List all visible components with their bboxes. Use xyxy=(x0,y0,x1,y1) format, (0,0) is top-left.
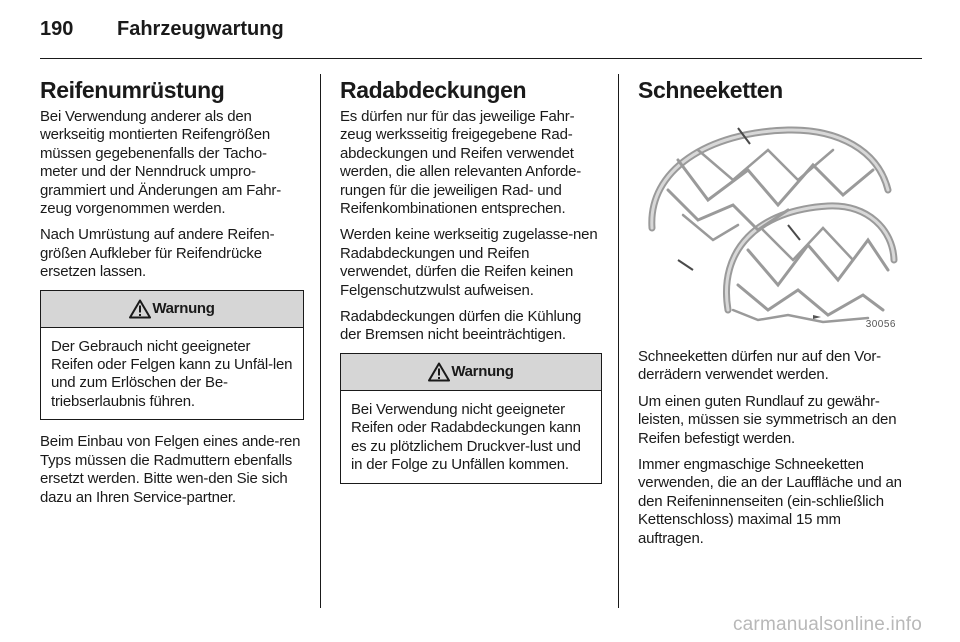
warning-text: Bei Verwendung nicht geeigneter Reifen oder Radabdeckungen kann es zu plötzlichem Druckver-lust und in der Folge zu Unfällen kommen. xyxy=(351,400,581,474)
column-schneeketten xyxy=(638,76,902,556)
paragraph: Es dürfen nur für das jeweilige Fahr-zeug werksseitig freigegebene Rad-abdeckungen und Reifen verwendet werden, die allen relevanten Anforde-rungen für die jeweiligen Rad- und Reifenkombinationen entsprechen. xyxy=(340,108,582,218)
column-divider-2 xyxy=(618,74,619,608)
figure-code: 30056 xyxy=(865,319,896,330)
snow-chain-illustration xyxy=(638,110,900,332)
paragraph: Werden keine werkseitig zugelasse-nen Radabdeckungen und Reifen verwendet, dürfen die Reifen keinen Felgenschutzwulst aufweisen. xyxy=(340,226,598,299)
paragraph: Immer engmaschige Schneeketten verwenden, die an der Lauffläche und an den Reifeninnenseiten (ein-schließlich Kettenschloss) maximal 15 mm auftragen. xyxy=(638,456,902,547)
warning-triangle-icon xyxy=(129,299,151,319)
warning-label: Warnung xyxy=(451,363,514,381)
watermark: carmanualsonline.info xyxy=(732,614,922,635)
warning-box xyxy=(40,290,304,421)
paragraph: Beim Einbau von Felgen eines ande-ren Typs müssen die Radmuttern ebenfalls ersetzt werden. Bitte wen-den Sie sich dazu an Ihren Service-partner. xyxy=(40,433,301,506)
chapter-title: Fahrzeugwartung xyxy=(117,18,284,40)
warning-header xyxy=(41,291,303,328)
paragraph: Um einen guten Rundlauf zu gewähr-leisten, müssen sie symmetrisch an den Reifen befestigt werden. xyxy=(638,392,897,447)
warning-box xyxy=(340,353,602,484)
warning-body xyxy=(341,391,601,483)
warning-text: Der Gebrauch nicht geeigneter Reifen oder Felgen kann zu Unfäl-len und zum Erlöschen der Be-triebserlaubnis führen. xyxy=(51,337,293,410)
warning-header xyxy=(341,354,601,391)
header-divider xyxy=(40,58,922,59)
column-radabdeckungen xyxy=(340,76,602,497)
warning-body xyxy=(41,328,303,420)
section-heading: Radabdeckungen xyxy=(340,77,527,103)
warning-triangle-icon xyxy=(428,362,450,382)
page-header xyxy=(40,18,920,48)
column-reifenumruestung xyxy=(40,76,304,515)
paragraph: Bei Verwendung anderer als den werkseitig montierten Reifengrößen müssen gegebenenfalls der Tacho-meter und der Nenndruck umpro-grammiert und Änderungen am Fahr-zeug vorgenommen werden. xyxy=(40,108,282,218)
section-heading: Schneeketten xyxy=(638,77,783,103)
column-divider-1 xyxy=(320,74,321,608)
warning-label: Warnung xyxy=(152,300,215,318)
paragraph: Nach Umrüstung auf andere Reifen-größen Aufkleber für Reifendrücke ersetzen lassen. xyxy=(40,226,275,281)
paragraph: Radabdeckungen dürfen die Kühlung der Bremsen nicht beeinträchtigen. xyxy=(340,308,582,344)
paragraph: Schneeketten dürfen nur auf den Vor-derrädern verwendet werden. xyxy=(638,348,881,384)
page-number: 190 xyxy=(40,18,74,40)
section-heading: Reifenumrüstung xyxy=(40,77,225,103)
